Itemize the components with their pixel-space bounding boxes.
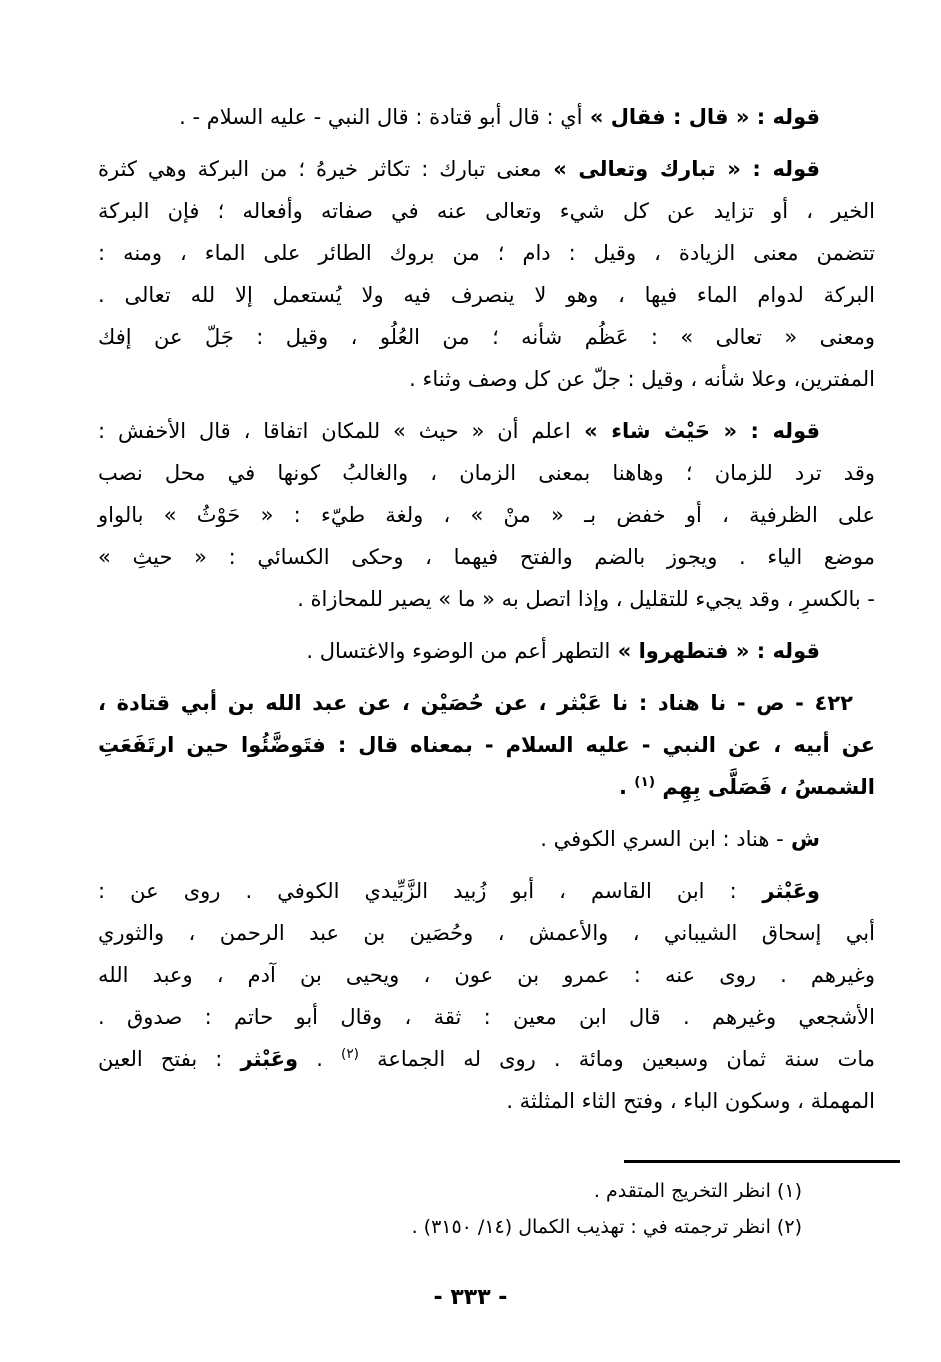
text-segment: - بالكسرِ ، وقد يجيء للتقليل ، وإذا اتصل به « ما » يصير للمحازاة . [297,587,875,611]
text-segment: ومعنى « تعالى » : عَظُم شأنه ؛ من العُلُو ، وقيل : جَلّ عن إفك [98,325,875,349]
bold-text-segment: الشمسُ ، فَصَلَّى بِهِم [655,775,875,799]
text-line [98,190,875,232]
footnote-item: (٢) انظر ترجمته في : تهذيب الكمال (١٤/ ٣١٥٠) . [411,1216,802,1238]
text-segment: : ابن القاسم ، أبو زُبيد الزَّبِّيدي الكوفي . روى عن : [98,879,737,903]
footnote-item: (١) انظر التخريج المتقدم . [593,1180,802,1202]
text-segment: البركة لدوام الماء فيها ، وهو لا ينصرف فيه ولا يُستعمل إلا لله تعالى . [98,283,875,307]
text-line [98,870,875,912]
paragraph-qawluhu-tabaraka-wataala [98,148,875,400]
bold-text-segment: عن أبيه ، عن النبي - عليه السلام - بمعناه قال : فتَوضَّئُوا حين ارتَفَعَتِ [98,733,875,757]
footnote-separator-rule [624,1160,900,1163]
paragraph-qawluhu-qala-faqala [98,96,875,138]
text-line [98,410,875,452]
text-segment: . [298,1047,341,1071]
paragraph-hadith-422 [98,682,875,808]
text-segment: : بفتح العين [98,1047,241,1071]
text-segment: تتضمن معنى الزيادة ، وقيل : دام ؛ من بروك الطائر على الماء ، ومنه : [98,241,875,265]
paragraph-qawluhu-haythu-shaa [98,410,875,620]
text-line [98,232,875,274]
paragraph-sharh-abthar [98,870,875,1122]
paragraph-sharh-hannad [98,818,875,860]
text-segment: الخير ، أو تزايد عن كل شيء وتعالى عنه في صفاته وأفعاله ؛ فإن البركة [98,199,875,223]
text-line [98,996,875,1038]
text-segment: - هناد : ابن السري الكوفي . [540,827,784,851]
bold-text-segment: وعَبْثر [240,1047,299,1071]
text-line [98,630,875,672]
bold-text-segment: قوله : « قال : فقال » [582,105,820,129]
text-segment: موضع الياء . ويجوز بالضم والفتح فيهما ، وحكى الكسائي : « حيثِ » [98,545,875,569]
text-segment: التطهر أعم من الوضوء والاغتسال . [306,639,611,663]
text-line [98,316,875,358]
text-line [98,912,875,954]
bold-text-segment: قوله : « حَيْث شاء » [570,419,820,443]
text-line [98,954,875,996]
text-segment: أبي إسحاق الشيباني ، والأعمش ، وحُصَين بن عبد الرحمن ، والثوري [98,921,875,945]
text-segment: وغيرهم . روى عنه : عمرو بن عون ، ويحيى بن آدم ، وعبد الله [98,963,875,987]
text-line [98,96,875,138]
text-segment: معنى تبارك : تكاثر خيرهُ ؛ من البركة وهي كثرة [98,157,542,181]
text-line [98,578,875,620]
text-line [98,274,875,316]
text-line [98,766,875,808]
text-segment: المهملة ، وسكون الباء ، وفتح الثاء المثلثة . [506,1089,875,1113]
text-line [98,1080,875,1122]
bold-text-segment: قوله : « فتطهروا » [610,639,820,663]
text-segment: اعلم أن « حيث » للمكان اتفاقا ، قال الأخفش : [98,419,571,443]
text-line [98,1038,875,1080]
text-line [98,358,875,400]
bold-text-segment: وعَبْثر [736,879,820,903]
footnotes [0,1173,941,1245]
text-segment: الأشجعي وغيرهم . قال ابن معين : ثقة ، وقال أبو حاتم : صدوق . [98,1005,875,1029]
text-segment: أي : قال أبو قتادة : قال النبي - عليه السلام - . [179,105,583,129]
bold-text-segment: قوله : « تبارك وتعالى » [541,157,820,181]
text-segment: على الظرفية ، أو خفض بـ « منْ » ، ولغة طيّء : « حَوْثُ » بالواو [98,503,875,527]
text-line [98,536,875,578]
text-segment: المفترين، وعلا شأنه ، وقيل : جلّ عن كل وصف وثناء . [409,367,875,391]
text-segment: وقد ترد للزمان ؛ وهاهنا بمعنى الزمان ، والغالبُ كونها في محل نصب [98,461,875,485]
text-line [98,148,875,190]
text-line [98,818,875,860]
text-segment: مات سنة ثمان وسبعين ومائة . روى له الجماعة [358,1047,875,1071]
bold-text-segment: ٤٢٢ - ص - نا هناد : نا عَبْثر ، عن حُصَيْن ، عن عبد الله بن أبي قتادة ، [98,691,853,715]
page-number: - ٣٣٣ - [433,1285,508,1310]
text-line [98,682,875,724]
paragraph-qawluhu-fatatahharu [98,630,875,672]
footnote-marker: (١) [634,774,656,790]
text-line [98,452,875,494]
bold-text-segment: ش [783,827,820,851]
bold-text-segment: . [618,775,635,799]
footnote-marker: (٢) [340,1046,359,1062]
text-line [98,724,875,766]
text-line [98,494,875,536]
